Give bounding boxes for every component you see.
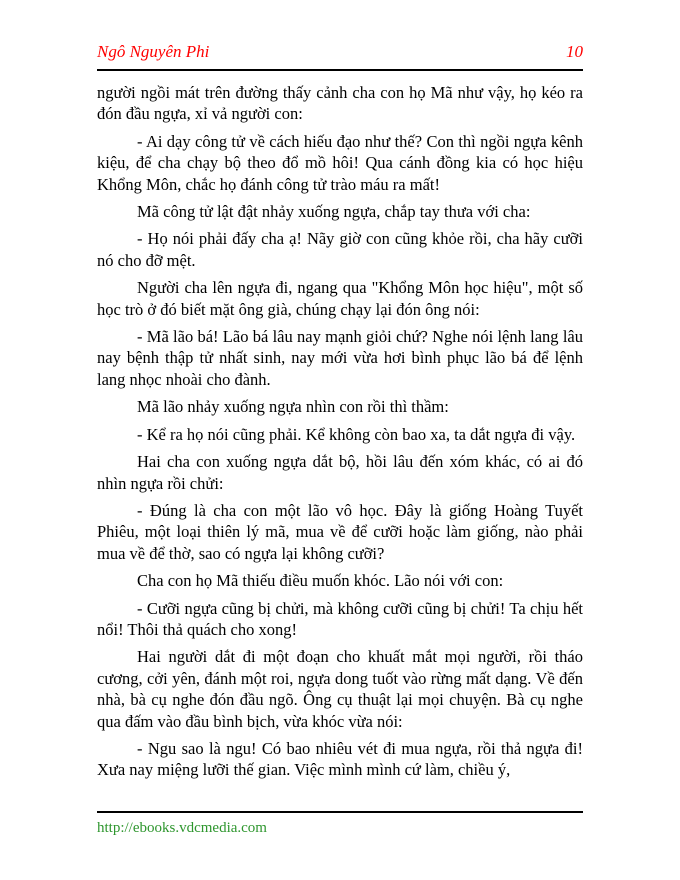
header-page-number: 10 <box>566 42 583 61</box>
paragraph: Người cha lên ngựa đi, ngang qua "Khổng Môn học hiệu", một số học trò ở đó biết mặt ông già, chúng chạy lại đón ông nói: <box>97 278 583 319</box>
paragraph: Cha con họ Mã thiếu điều muốn khóc. Lão nói với con: <box>137 571 504 591</box>
paragraph: - Ai dạy công tử về cách hiếu đạo như thế? Con thì ngồi ngựa kênh kiệu, để cha chạy bộ theo đổ mồ hôi! Qua cánh đồng kia có học hiệu Khổng Môn, chắc họ đánh công tử trào máu ra mất! <box>97 131 583 194</box>
paragraph: - Mã lão bá! Lão bá lâu nay mạnh giỏi chứ? Nghe nói lệnh lang lâu nay bệnh thập tử nhất sinh, nay mới vừa hơi bình phục lão bá để lệnh lang nhọc nhoài cho đành. <box>97 327 583 389</box>
paragraph: Hai người dắt đi một đoạn cho khuất mắt mọi người, rồi tháo cương, cởi yên, đánh một roi, ngựa dong tuốt vào rừng mất dạng. Về đến nhà, bà cụ nghe đón đầu ngõ. Ông cụ thuật lại mọi chuyện. Bà cụ nghe qua đấm vào đầu bình bịch, vừa khóc vừa nói: <box>97 647 583 731</box>
page-header <box>97 42 583 65</box>
paragraph: người ngồi mát trên đường thấy cảnh cha con họ Mã như vậy, họ kéo ra đón đầu ngựa, xỉ vả người con: <box>97 83 583 124</box>
paragraph: - Cưỡi ngựa cũng bị chửi, mà không cưỡi cũng bị chửi! Ta chịu hết nổi! Thôi thả quách cho xong! <box>97 598 583 639</box>
paragraph: Mã công tử lật đật nhảy xuống ngựa, chắp tay thưa với cha: <box>137 202 531 222</box>
paragraph: - Kể ra họ nói cũng phải. Kể không còn bao xa, ta dắt ngựa đi vậy. <box>137 424 576 444</box>
paragraph: Hai cha con xuống ngựa dắt bộ, hồi lâu đến xóm khác, có ai đó nhìn ngựa rồi chửi: <box>97 452 583 493</box>
footer-rule <box>97 811 583 813</box>
paragraph: - Đúng là cha con một lão vô học. Đây là giống Hoàng Tuyết Phiêu, một loại thiên lý mã, mua về để cưỡi hoặc làm giống, nào phải mua về để thờ, sao có ngựa lại không cưỡi? <box>97 500 583 563</box>
header-rule <box>97 69 583 71</box>
paragraph: - Họ nói phải đấy cha ạ! Nãy giờ con cũng khỏe rồi, cha hãy cưỡi nó cho đỡ mệt. <box>97 229 583 270</box>
header-author: Ngô Nguyên Phi <box>97 42 210 61</box>
paragraph: Mã lão nhảy xuống ngựa nhìn con rồi thì thầm: <box>137 397 449 417</box>
page-footer <box>97 820 583 837</box>
footer-ebook-link[interactable]: http://ebooks.vdcmedia.com <box>97 820 267 836</box>
page-body <box>97 82 583 787</box>
paragraph: - Ngu sao là ngu! Có bao nhiêu vét đi mua ngựa, rồi thả ngựa đi! Xưa nay miệng lưỡi thế gian. Việc mình mình cứ làm, chiều ý, <box>97 738 583 780</box>
